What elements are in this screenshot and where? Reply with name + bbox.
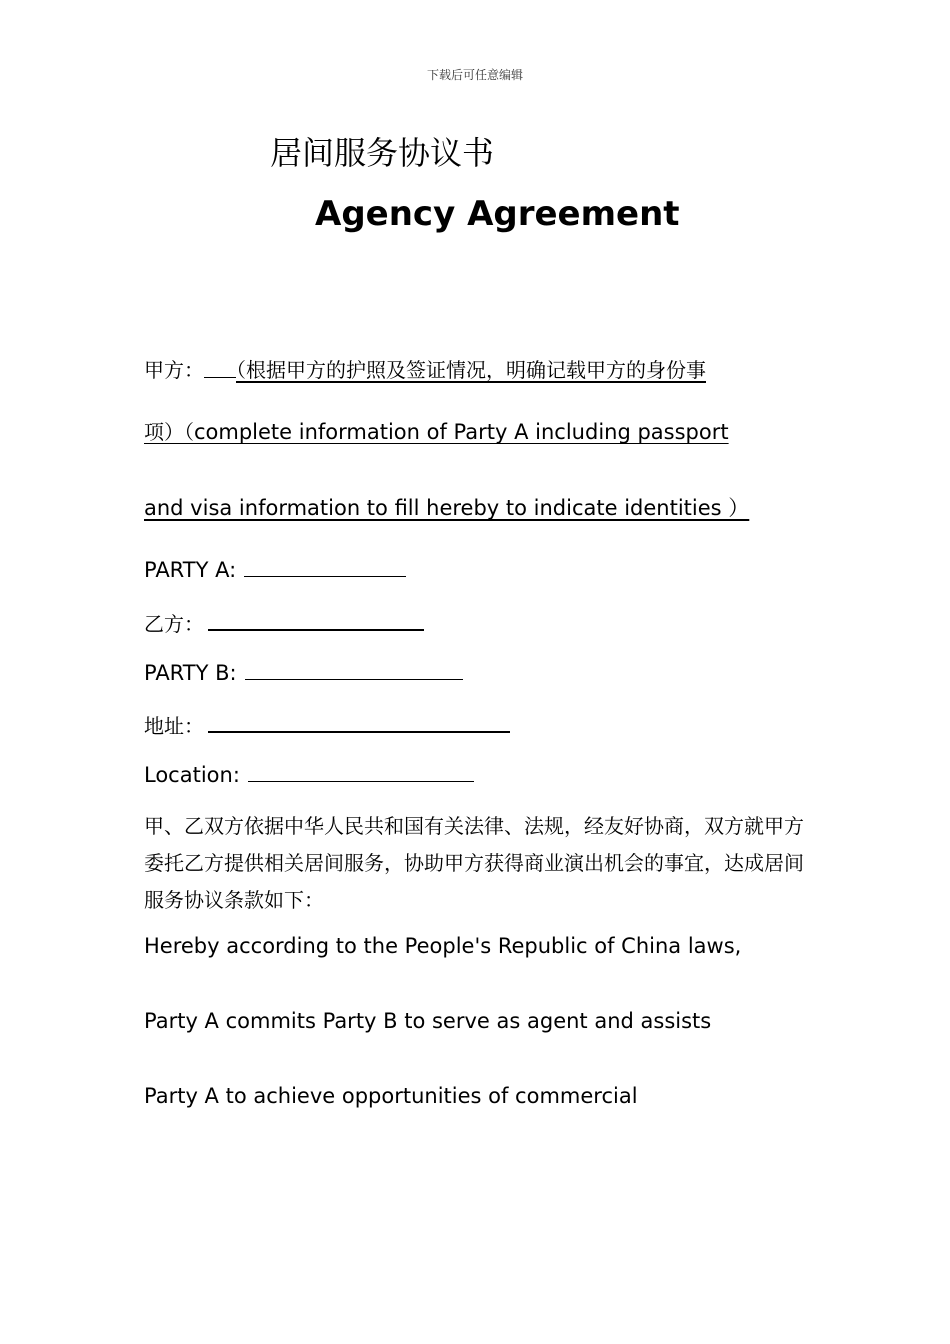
party-a-description-line2: 项）（complete information of Party A including passport [144, 420, 729, 444]
preamble-english-line1: Hereby according to the People's Republic of China laws, [144, 934, 742, 958]
address-cn-field [144, 710, 510, 739]
title-chinese: 居间服务协议书 [270, 134, 495, 172]
header-note: 下载后可任意编辑 [426, 68, 523, 82]
party-b-field [144, 659, 463, 685]
party-b-cn-field [144, 608, 424, 637]
preamble-chinese: 甲、乙双方依据中华人民共和国有关法律、法规，经友好协商，双方就甲方委托乙方提供相关居间服务，协助甲方获得商业演出机会的事宜，达成居间服务协议条款如下： [144, 814, 804, 912]
party-a-description-line1: （根据甲方的护照及签证情况，明确记载甲方的身份事 [204, 358, 706, 382]
party-a-cn-line1 [144, 354, 706, 383]
party-a-label: PARTY A: [144, 558, 237, 582]
party-a-blank[interactable] [244, 556, 406, 577]
preamble-english-line3: Party A to achieve opportunities of commercial [144, 1084, 638, 1108]
party-b-cn-label: 乙方： [144, 612, 204, 636]
location-label: Location: [144, 763, 240, 787]
party-b-blank[interactable] [245, 659, 463, 680]
address-cn-label: 地址： [144, 714, 204, 738]
party-a-cn-label: 甲方： [144, 358, 204, 382]
preamble-english-line2: Party A commits Party B to serve as agent and assists [144, 1009, 712, 1033]
location-blank[interactable] [248, 761, 474, 782]
location-field [144, 761, 474, 787]
party-a-field [144, 556, 406, 582]
party-b-cn-blank[interactable] [208, 609, 424, 631]
title-english: Agency Agreement [315, 194, 680, 234]
party-a-description-line3: and visa information to fill hereby to indicate identities ） [144, 496, 750, 520]
address-cn-blank[interactable] [208, 711, 510, 733]
party-b-label: PARTY B: [144, 661, 237, 685]
